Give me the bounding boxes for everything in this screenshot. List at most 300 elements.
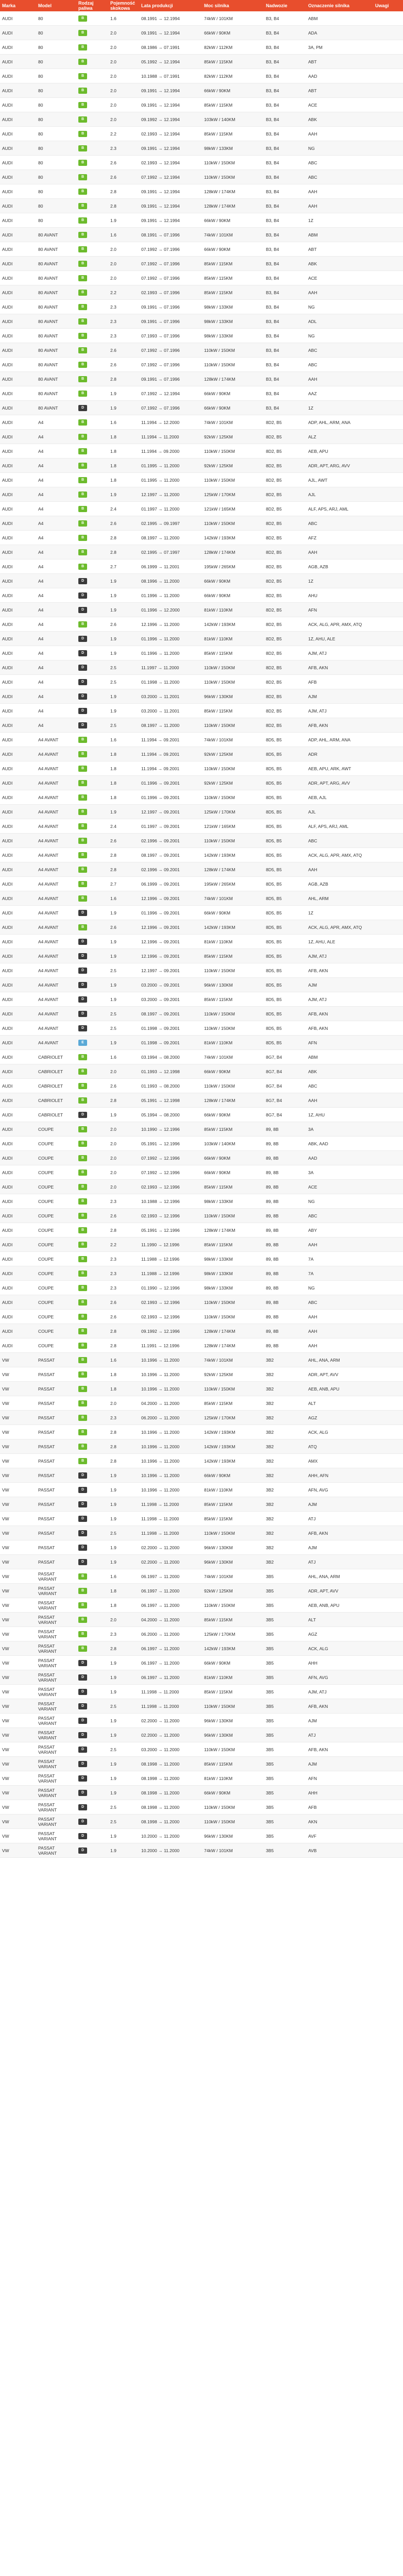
column-header-capacity: Pojemność skokowa bbox=[108, 0, 139, 11]
brand-cell: AUDI bbox=[0, 906, 36, 920]
brand-cell: AUDI bbox=[0, 545, 36, 560]
table-row bbox=[0, 1295, 403, 1310]
capacity-cell: 1.6 bbox=[108, 11, 139, 26]
fuel-cell bbox=[76, 1411, 108, 1425]
capacity-cell: 2.0 bbox=[108, 1165, 139, 1180]
diesel-fuel-icon: D bbox=[78, 1819, 87, 1825]
diesel-fuel-icon: D bbox=[78, 1025, 87, 1031]
power-cell: 125kW / 170KM bbox=[202, 1411, 264, 1425]
table-row bbox=[0, 415, 403, 430]
capacity-cell: 2.8 bbox=[108, 1324, 139, 1338]
notes-cell bbox=[373, 26, 403, 40]
fuel-cell bbox=[76, 1425, 108, 1439]
diesel-fuel-icon: D bbox=[78, 1747, 87, 1753]
capacity-cell: 1.9 bbox=[108, 949, 139, 963]
model-cell: PASSAT bbox=[36, 1555, 76, 1569]
model-cell: 80 AVANT bbox=[36, 285, 76, 300]
brand-cell: AUDI bbox=[0, 329, 36, 343]
engine-cell: AFB bbox=[306, 1800, 373, 1815]
power-cell: 110kW / 150KM bbox=[202, 761, 264, 776]
capacity-cell: 1.9 bbox=[108, 1497, 139, 1512]
body-cell: 8D2, B5 bbox=[264, 502, 306, 516]
capacity-cell: 1.9 bbox=[108, 1757, 139, 1771]
model-cell: A4 AVANT bbox=[36, 935, 76, 949]
engine-cell: AFB, AKN bbox=[306, 1021, 373, 1036]
capacity-cell: 2.3 bbox=[108, 314, 139, 329]
petrol-fuel-icon: B bbox=[78, 1155, 87, 1161]
notes-cell bbox=[373, 689, 403, 704]
petrol-fuel-icon: B bbox=[78, 131, 87, 137]
capacity-cell: 1.9 bbox=[108, 1685, 139, 1699]
years-cell: 01.1996 → 11.2000 bbox=[139, 588, 202, 603]
body-cell: 3B2 bbox=[264, 1367, 306, 1382]
brand-cell: AUDI bbox=[0, 747, 36, 761]
years-cell: 03.2000 → 11.2001 bbox=[139, 704, 202, 718]
power-cell: 142kW / 193KM bbox=[202, 1425, 264, 1439]
body-cell: B3, B4 bbox=[264, 55, 306, 69]
years-cell: 02.1996 → 09.2001 bbox=[139, 862, 202, 877]
engine-cell: AJM bbox=[306, 1757, 373, 1771]
brand-cell: AUDI bbox=[0, 819, 36, 834]
brand-cell: AUDI bbox=[0, 978, 36, 992]
brand-cell: VW bbox=[0, 1454, 36, 1468]
table-row bbox=[0, 1815, 403, 1829]
fuel-cell bbox=[76, 617, 108, 632]
years-cell: 02.2000 → 11.2000 bbox=[139, 1714, 202, 1728]
fuel-cell bbox=[76, 1238, 108, 1252]
notes-cell bbox=[373, 228, 403, 242]
power-cell: 128kW / 174KM bbox=[202, 1223, 264, 1238]
engine-cell: ATJ bbox=[306, 1512, 373, 1526]
power-cell: 98kW / 133KM bbox=[202, 329, 264, 343]
notes-cell bbox=[373, 588, 403, 603]
capacity-cell: 2.0 bbox=[108, 1151, 139, 1165]
table-row bbox=[0, 141, 403, 156]
body-cell: B3, B4 bbox=[264, 285, 306, 300]
capacity-cell: 2.3 bbox=[108, 1411, 139, 1425]
engine-cell: ACE bbox=[306, 271, 373, 285]
fuel-cell bbox=[76, 1468, 108, 1483]
engine-cell: 7A bbox=[306, 1266, 373, 1281]
engine-cell: AFB bbox=[306, 675, 373, 689]
table-row bbox=[0, 1742, 403, 1757]
engine-cell: ALZ bbox=[306, 430, 373, 444]
fuel-cell bbox=[76, 1396, 108, 1411]
model-cell: COUPE bbox=[36, 1122, 76, 1137]
fuel-cell bbox=[76, 747, 108, 761]
power-cell: 103kW / 140KM bbox=[202, 1137, 264, 1151]
power-cell: 66kW / 90KM bbox=[202, 1165, 264, 1180]
engine-cell: AGB, AZB bbox=[306, 560, 373, 574]
body-cell: 8D2, B5 bbox=[264, 459, 306, 473]
engine-cell: ALT bbox=[306, 1613, 373, 1627]
notes-cell bbox=[373, 1310, 403, 1324]
fuel-cell bbox=[76, 329, 108, 343]
model-cell: A4 bbox=[36, 487, 76, 502]
diesel-fuel-icon: D bbox=[78, 636, 87, 642]
petrol-fuel-icon: B bbox=[78, 347, 87, 353]
notes-cell bbox=[373, 1584, 403, 1598]
brand-cell: AUDI bbox=[0, 1137, 36, 1151]
power-cell: 82kW / 112KM bbox=[202, 40, 264, 55]
brand-cell: VW bbox=[0, 1396, 36, 1411]
model-cell: 80 bbox=[36, 69, 76, 83]
fuel-cell bbox=[76, 1771, 108, 1786]
body-cell: 8G7, B4 bbox=[264, 1050, 306, 1064]
notes-cell bbox=[373, 69, 403, 83]
body-cell: B3, B4 bbox=[264, 112, 306, 127]
table-row bbox=[0, 1685, 403, 1699]
table-row bbox=[0, 632, 403, 646]
body-cell: 8D2, B5 bbox=[264, 487, 306, 502]
fuel-cell bbox=[76, 1165, 108, 1180]
notes-cell bbox=[373, 1079, 403, 1093]
engine-cell: ABT bbox=[306, 55, 373, 69]
engine-cell: AHL, ANA, ARM bbox=[306, 1353, 373, 1367]
fuel-cell bbox=[76, 877, 108, 891]
brand-cell: VW bbox=[0, 1540, 36, 1555]
capacity-cell: 2.6 bbox=[108, 1209, 139, 1223]
power-cell: 96kW / 130KM bbox=[202, 1555, 264, 1569]
model-cell: CABRIOLET bbox=[36, 1108, 76, 1122]
years-cell: 01.1995 → 11.2000 bbox=[139, 473, 202, 487]
petrol-fuel-icon: B bbox=[78, 246, 87, 252]
fuel-cell bbox=[76, 1367, 108, 1382]
engine-cell: ABC bbox=[306, 170, 373, 184]
years-cell: 05.1991 → 12.1996 bbox=[139, 1137, 202, 1151]
power-cell: 74kW / 101KM bbox=[202, 1843, 264, 1858]
brand-cell: AUDI bbox=[0, 372, 36, 386]
engine-cell: ABC bbox=[306, 516, 373, 531]
engine-cell: ABC bbox=[306, 343, 373, 358]
table-row bbox=[0, 1194, 403, 1209]
power-cell: 128kW / 174KM bbox=[202, 199, 264, 213]
model-cell: COUPE bbox=[36, 1310, 76, 1324]
capacity-cell: 2.4 bbox=[108, 502, 139, 516]
notes-cell bbox=[373, 55, 403, 69]
petrol-fuel-icon: B bbox=[78, 535, 87, 541]
table-row bbox=[0, 1036, 403, 1050]
body-cell: 8D5, B5 bbox=[264, 848, 306, 862]
body-cell: 89, 8B bbox=[264, 1180, 306, 1194]
notes-cell bbox=[373, 675, 403, 689]
fuel-cell bbox=[76, 1108, 108, 1122]
years-cell: 11.1994 → 09.2001 bbox=[139, 733, 202, 747]
engine-cell: ABK bbox=[306, 112, 373, 127]
diesel-fuel-icon: D bbox=[78, 996, 87, 1003]
brand-cell: VW bbox=[0, 1367, 36, 1382]
model-cell: CABRIOLET bbox=[36, 1050, 76, 1064]
petrol-fuel-icon: B bbox=[78, 1458, 87, 1464]
brand-cell: AUDI bbox=[0, 199, 36, 213]
notes-cell bbox=[373, 1714, 403, 1728]
petrol-fuel-icon: B bbox=[78, 448, 87, 454]
body-cell: 8D2, B5 bbox=[264, 531, 306, 545]
table-row bbox=[0, 1425, 403, 1439]
body-cell: 8D2, B5 bbox=[264, 415, 306, 430]
engine-cell: ACK, ALG, APR, AMX, ATQ bbox=[306, 617, 373, 632]
years-cell: 11.1998 → 11.2000 bbox=[139, 1699, 202, 1714]
table-row bbox=[0, 257, 403, 271]
notes-cell bbox=[373, 1786, 403, 1800]
years-cell: 01.1997 → 11.2000 bbox=[139, 502, 202, 516]
brand-cell: VW bbox=[0, 1425, 36, 1439]
petrol-fuel-icon: B bbox=[78, 1415, 87, 1421]
power-cell: 66kW / 90KM bbox=[202, 1656, 264, 1670]
table-row bbox=[0, 228, 403, 242]
notes-cell bbox=[373, 358, 403, 372]
years-cell: 10.1996 → 11.2000 bbox=[139, 1468, 202, 1483]
fuel-cell bbox=[76, 949, 108, 963]
years-cell: 02.2000 → 11.2000 bbox=[139, 1728, 202, 1742]
years-cell: 09.1991 → 12.1994 bbox=[139, 141, 202, 156]
petrol-fuel-icon: B bbox=[78, 189, 87, 195]
table-body bbox=[0, 11, 403, 1858]
years-cell: 05.1991 → 12.1996 bbox=[139, 1223, 202, 1238]
model-cell: PASSAT bbox=[36, 1439, 76, 1454]
brand-cell: AUDI bbox=[0, 40, 36, 55]
notes-cell bbox=[373, 1353, 403, 1367]
body-cell: 8G7, B4 bbox=[264, 1093, 306, 1108]
fuel-cell bbox=[76, 531, 108, 545]
brand-cell: AUDI bbox=[0, 271, 36, 285]
engine-cell: ACK, ALG, APR, AMX, ATQ bbox=[306, 920, 373, 935]
capacity-cell: 2.7 bbox=[108, 877, 139, 891]
capacity-cell: 2.6 bbox=[108, 358, 139, 372]
engine-cell: AAH bbox=[306, 372, 373, 386]
years-cell: 07.1992 → 12.1996 bbox=[139, 1165, 202, 1180]
notes-cell bbox=[373, 314, 403, 329]
petrol-fuel-icon: B bbox=[78, 1371, 87, 1378]
petrol-fuel-icon: B bbox=[78, 44, 87, 50]
diesel-fuel-icon: D bbox=[78, 1501, 87, 1507]
model-cell: 80 AVANT bbox=[36, 271, 76, 285]
column-header-body: Nadwozie bbox=[264, 0, 306, 11]
brand-cell: VW bbox=[0, 1353, 36, 1367]
notes-cell bbox=[373, 1223, 403, 1238]
fuel-cell bbox=[76, 184, 108, 199]
power-cell: 66kW / 90KM bbox=[202, 1108, 264, 1122]
body-cell: 8D5, B5 bbox=[264, 935, 306, 949]
petrol-fuel-icon: B bbox=[78, 1126, 87, 1132]
capacity-cell: 1.8 bbox=[108, 473, 139, 487]
petrol-fuel-icon: B bbox=[78, 621, 87, 628]
fuel-cell bbox=[76, 156, 108, 170]
capacity-cell: 1.6 bbox=[108, 1353, 139, 1367]
capacity-cell: 2.0 bbox=[108, 1613, 139, 1627]
model-cell: COUPE bbox=[36, 1324, 76, 1338]
petrol-fuel-icon: B bbox=[78, 1328, 87, 1334]
brand-cell: AUDI bbox=[0, 1093, 36, 1108]
model-cell: 80 AVANT bbox=[36, 386, 76, 401]
table-row bbox=[0, 1411, 403, 1425]
notes-cell bbox=[373, 257, 403, 271]
power-cell: 110kW / 150KM bbox=[202, 1021, 264, 1036]
capacity-cell: 2.6 bbox=[108, 920, 139, 935]
brand-cell: AUDI bbox=[0, 776, 36, 790]
engine-cell: 1Z bbox=[306, 906, 373, 920]
model-cell: A4 AVANT bbox=[36, 906, 76, 920]
power-cell: 142kW / 193KM bbox=[202, 1454, 264, 1468]
years-cell: 12.1996 → 09.2001 bbox=[139, 891, 202, 906]
fuel-cell bbox=[76, 1598, 108, 1613]
brand-cell: AUDI bbox=[0, 632, 36, 646]
petrol-fuel-icon: B bbox=[78, 1573, 87, 1580]
fuel-cell bbox=[76, 1714, 108, 1728]
brand-cell: AUDI bbox=[0, 26, 36, 40]
capacity-cell: 2.6 bbox=[108, 617, 139, 632]
petrol-fuel-icon: B bbox=[78, 391, 87, 397]
body-cell: 3B5 bbox=[264, 1728, 306, 1742]
capacity-cell: 2.0 bbox=[108, 69, 139, 83]
power-cell: 81kW / 110KM bbox=[202, 1670, 264, 1685]
years-cell: 01.1996 → 09.2001 bbox=[139, 790, 202, 805]
petrol-fuel-icon: B bbox=[78, 737, 87, 743]
power-cell: 74kW / 101KM bbox=[202, 415, 264, 430]
engine-cell: 1Z, AHU, ALE bbox=[306, 632, 373, 646]
column-header-brand: Marka bbox=[0, 0, 36, 11]
capacity-cell: 2.0 bbox=[108, 112, 139, 127]
petrol-fuel-icon: B bbox=[78, 88, 87, 94]
notes-cell bbox=[373, 531, 403, 545]
years-cell: 08.1997 → 09.2001 bbox=[139, 848, 202, 862]
years-cell: 06.1997 → 11.2000 bbox=[139, 1584, 202, 1598]
engine-cell: AAH bbox=[306, 285, 373, 300]
engine-cell: ALF, APS, ARJ, AML bbox=[306, 819, 373, 834]
power-cell: 110kW / 150KM bbox=[202, 1382, 264, 1396]
years-cell: 01.1996 → 09.2001 bbox=[139, 906, 202, 920]
years-cell: 02.1993 → 12.1996 bbox=[139, 1180, 202, 1194]
body-cell: 3B5 bbox=[264, 1829, 306, 1843]
model-cell: 80 AVANT bbox=[36, 358, 76, 372]
capacity-cell: 2.5 bbox=[108, 1007, 139, 1021]
years-cell: 09.1992 → 12.1996 bbox=[139, 1324, 202, 1338]
diesel-fuel-icon: D bbox=[78, 1559, 87, 1565]
notes-cell bbox=[373, 242, 403, 257]
years-cell: 11.1988 → 12.1996 bbox=[139, 1252, 202, 1266]
capacity-cell: 2.5 bbox=[108, 1526, 139, 1540]
body-cell: B3, B4 bbox=[264, 98, 306, 112]
power-cell: 98kW / 133KM bbox=[202, 1266, 264, 1281]
capacity-cell: 2.6 bbox=[108, 170, 139, 184]
petrol-fuel-icon: B bbox=[78, 1357, 87, 1363]
brand-cell: AUDI bbox=[0, 1338, 36, 1353]
table-row bbox=[0, 329, 403, 343]
fuel-cell bbox=[76, 386, 108, 401]
brand-cell: AUDI bbox=[0, 1007, 36, 1021]
model-cell: 80 bbox=[36, 184, 76, 199]
engine-cell: AGB, AZB bbox=[306, 877, 373, 891]
diesel-fuel-icon: D bbox=[78, 693, 87, 700]
petrol-fuel-icon: B bbox=[78, 1314, 87, 1320]
diesel-fuel-icon: D bbox=[78, 1761, 87, 1767]
body-cell: 89, 8B bbox=[264, 1137, 306, 1151]
engine-cell: AFB, AKN bbox=[306, 1007, 373, 1021]
brand-cell: VW bbox=[0, 1613, 36, 1627]
capacity-cell: 2.6 bbox=[108, 343, 139, 358]
capacity-cell: 2.8 bbox=[108, 1439, 139, 1454]
fuel-cell bbox=[76, 920, 108, 935]
petrol-fuel-icon: B bbox=[78, 30, 87, 36]
capacity-cell: 2.0 bbox=[108, 40, 139, 55]
power-cell: 74kW / 101KM bbox=[202, 733, 264, 747]
body-cell: 8D5, B5 bbox=[264, 834, 306, 848]
years-cell: 12.1996 → 11.2000 bbox=[139, 617, 202, 632]
power-cell: 128kW / 174KM bbox=[202, 1093, 264, 1108]
engine-cell: AGZ bbox=[306, 1411, 373, 1425]
brand-cell: VW bbox=[0, 1670, 36, 1685]
engine-cell: ABC bbox=[306, 834, 373, 848]
fuel-cell bbox=[76, 502, 108, 516]
brand-cell: VW bbox=[0, 1483, 36, 1497]
capacity-cell: 2.2 bbox=[108, 1238, 139, 1252]
fuel-cell bbox=[76, 271, 108, 285]
body-cell: B3, B4 bbox=[264, 300, 306, 314]
table-row bbox=[0, 11, 403, 26]
table-row bbox=[0, 877, 403, 891]
brand-cell: AUDI bbox=[0, 877, 36, 891]
years-cell: 04.2000 → 11.2000 bbox=[139, 1613, 202, 1627]
petrol-fuel-icon: B bbox=[78, 1097, 87, 1104]
model-cell: 80 AVANT bbox=[36, 372, 76, 386]
model-cell: COUPE bbox=[36, 1223, 76, 1238]
petrol-fuel-icon: B bbox=[78, 102, 87, 108]
power-cell: 85kW / 115KM bbox=[202, 1180, 264, 1194]
years-cell: 02.1993 → 12.1996 bbox=[139, 1295, 202, 1310]
engine-cell: ADR, APT, ARG, AVV bbox=[306, 459, 373, 473]
capacity-cell: 2.5 bbox=[108, 1699, 139, 1714]
engine-cell: AJM, ATJ bbox=[306, 992, 373, 1007]
capacity-cell: 1.9 bbox=[108, 704, 139, 718]
notes-cell bbox=[373, 430, 403, 444]
brand-cell: AUDI bbox=[0, 1079, 36, 1093]
brand-cell: AUDI bbox=[0, 1194, 36, 1209]
petrol-fuel-icon: B bbox=[78, 419, 87, 426]
engine-cell: ADA bbox=[306, 26, 373, 40]
years-cell: 10.1996 → 11.2000 bbox=[139, 1353, 202, 1367]
years-cell: 11.1994 → 12.2000 bbox=[139, 415, 202, 430]
body-cell: 3B2 bbox=[264, 1512, 306, 1526]
model-cell: COUPE bbox=[36, 1238, 76, 1252]
engine-cell: AEB, ANB, APU bbox=[306, 1598, 373, 1613]
capacity-cell: 2.3 bbox=[108, 1252, 139, 1266]
years-cell: 10.1988 → 07.1991 bbox=[139, 69, 202, 83]
engine-cell: AJM, ATJ bbox=[306, 704, 373, 718]
power-cell: 121kW / 165KM bbox=[202, 819, 264, 834]
fuel-cell bbox=[76, 992, 108, 1007]
years-cell: 10.1988 → 12.1996 bbox=[139, 1194, 202, 1209]
years-cell: 02.2000 → 11.2000 bbox=[139, 1540, 202, 1555]
years-cell: 11.1991 → 12.1996 bbox=[139, 1338, 202, 1353]
fuel-cell bbox=[76, 170, 108, 184]
capacity-cell: 1.6 bbox=[108, 228, 139, 242]
notes-cell bbox=[373, 603, 403, 617]
brand-cell: AUDI bbox=[0, 213, 36, 228]
fuel-cell bbox=[76, 1540, 108, 1555]
body-cell: 3B5 bbox=[264, 1569, 306, 1584]
fuel-cell bbox=[76, 1180, 108, 1194]
years-cell: 02.1993 → 12.1994 bbox=[139, 156, 202, 170]
table-row bbox=[0, 1064, 403, 1079]
engine-cell: ABM bbox=[306, 1050, 373, 1064]
petrol-fuel-icon: B bbox=[78, 15, 87, 22]
body-cell: 89, 8B bbox=[264, 1295, 306, 1310]
power-cell: 110kW / 150KM bbox=[202, 834, 264, 848]
model-cell: PASSAT VARIANT bbox=[36, 1641, 76, 1656]
body-cell: 3B2 bbox=[264, 1396, 306, 1411]
fuel-cell bbox=[76, 891, 108, 906]
diesel-fuel-icon: D bbox=[78, 1660, 87, 1666]
